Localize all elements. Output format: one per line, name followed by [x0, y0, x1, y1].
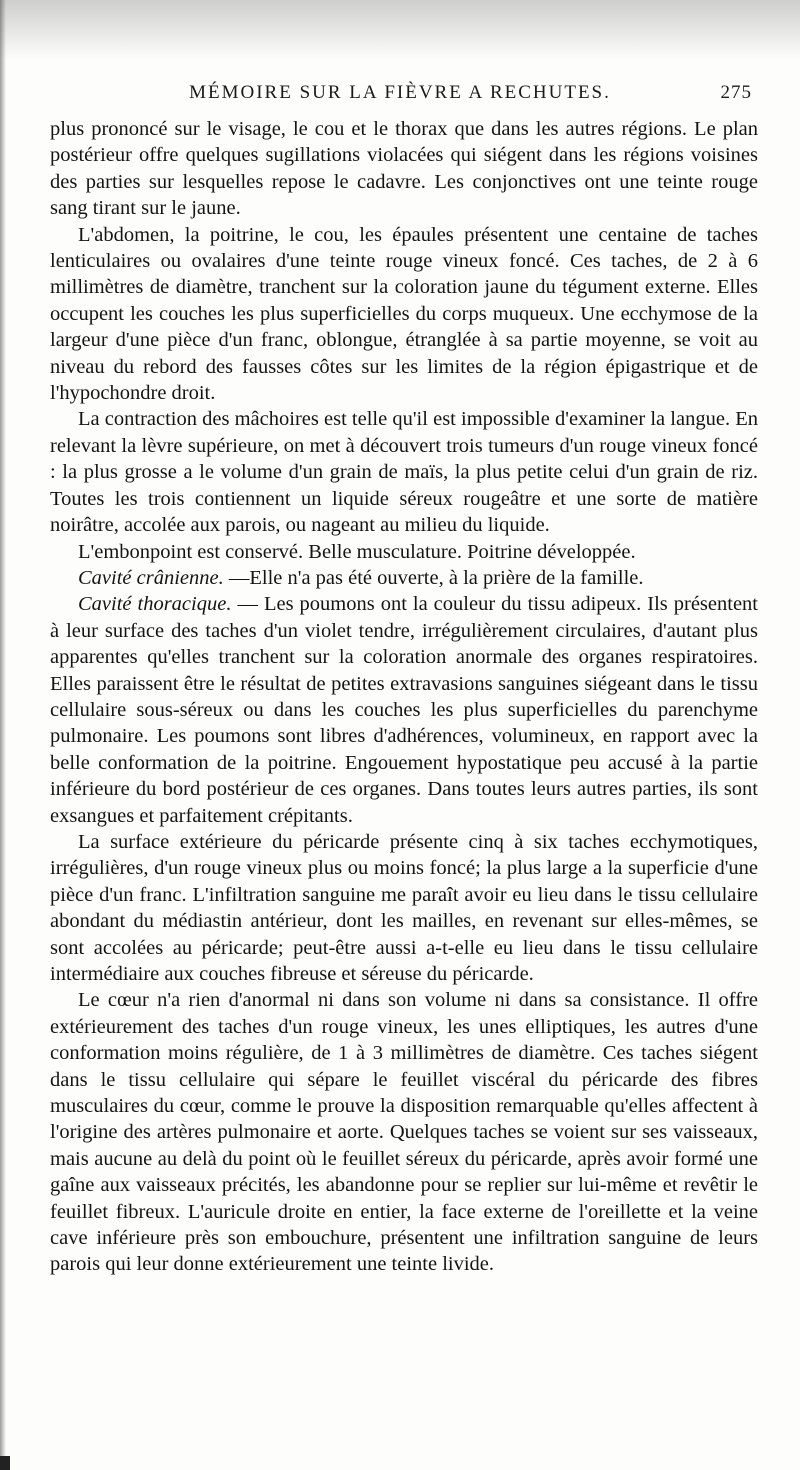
- paragraph-text: La surface extérieure du péricarde présente cinq à six taches ecchymotiques, irrégulières, d'un rouge vineux plus ou moins foncé; la plus large a la superficie d'une pièce d'un franc. L'infiltration sanguine me paraît avoir eu lieu dans le tissu cellulaire abondant du médiastin antérieur, dont les mailles, en revenant sur elles-mêmes, se sont accolées au péricarde; peut-être aussi a-t-elle eu lieu dans le tissu cellulaire intermédiaire aux couches fibreuse et séreuse du péricarde.: [50, 830, 758, 985]
- body-text: [50, 116, 758, 1278]
- paragraph-5-cranial-cavity: [50, 565, 758, 591]
- running-title: MÉMOIRE SUR LA FIÈVRE A RECHUTES.: [189, 82, 611, 103]
- paragraph-4: [50, 539, 758, 565]
- scan-binding-edge: [0, 0, 6, 1470]
- paragraph-text: —Elle n'a pas été ouverte, à la prière de la famille.: [223, 566, 644, 589]
- paragraph-2: [50, 222, 758, 407]
- paragraph-text: L'embonpoint est conservé. Belle musculature. Poitrine développée.: [78, 540, 636, 563]
- paragraph-1: [50, 116, 758, 222]
- paragraph-3: [50, 406, 758, 538]
- paragraph-text: La contraction des mâchoires est telle qu'il est impossible d'examiner la langue. En relevant la lèvre supérieure, on met à découvert trois tumeurs d'un rouge vineux foncé : la plus grosse a le volume d'un grain de maïs, la plus petite celui d'un grain de riz. Toutes les trois contiennent un liquide séreux rougeâtre et une sorte de matière noirâtre, accolée aux parois, ou nageant au milieu du liquide.: [50, 408, 758, 537]
- paragraph-text: Le cœur n'a rien d'anormal ni dans son volume ni dans sa consistance. Il offre extérieurement des taches d'un rouge vineux, les unes elliptiques, les autres d'une conformation moins régulière, de 1 à 3 millimètres de diamètre. Ces taches siégent dans le tissu cellulaire qui sépare le feuillet viscéral du péricarde des fibres musculaires du cœur, comme le prouve la disposition remarquable qu'elles affectent à l'origine des artères pulmonaire et aorte. Quelques taches se voient sur ses vaisseaux, mais aucune au delà du point où le feuillet séreux du péricarde, après avoir formé une gaîne aux vaisseaux précités, les abandonne pour se replier sur lui-même et revêtir le feuillet fibreux. L'auricule droite en entier, la face externe de l'oreillette et la veine cave inférieure près son embouchure, présentent une infiltration sanguine de leurs parois qui leur donne extérieurement une teinte livide.: [50, 989, 758, 1276]
- paragraph-7: [50, 829, 758, 987]
- scan-shadow: [0, 0, 800, 60]
- scan-corner-mark: [0, 1456, 10, 1470]
- page-header: [0, 80, 800, 110]
- page-number: 275: [720, 82, 752, 103]
- paragraph-8: [50, 987, 758, 1277]
- paragraph-text: — Les poumons ont la couleur du tissu adipeux. Ils présentent à leur surface des taches d'un violet tendre, irrégulièrement circulaires, d'autant plus apparentes qu'elles tranchent sur la coloration anormale des organes respiratoires. Elles paraissent être le résultat de petites extravasions sanguines siégeant dans le tissu cellulaire sous-séreux ou dans les couches les plus superficielles du parenchyme pulmonaire. Les poumons sont libres d'adhérences, volumineux, en rapport avec la belle conformation de la poitrine. Engouement hypostatique peu accusé à la partie inférieure du bord postérieur de ces organes. Dans toutes leurs autres parties, ils sont exsangues et parfaitement crépitants.: [50, 593, 758, 827]
- section-lead-thoracic: Cavité thoracique.: [78, 593, 232, 616]
- paragraph-text: plus prononcé sur le visage, le cou et le thorax que dans les autres régions. Le plan postérieur offre quelques sugillations violacées qui siégent dans les régions voisines des parties sur lesquelles repose le cadavre. Les conjonctives ont une teinte rouge sang tirant sur le jaune.: [50, 118, 758, 220]
- paragraph-6-thoracic-cavity: [50, 591, 758, 829]
- section-lead-cranial: Cavité crânienne.: [78, 566, 224, 589]
- paragraph-text: L'abdomen, la poitrine, le cou, les épaules présentent une centaine de taches lenticulaires ou ovalaires d'une teinte rouge vineux foncé. Ces taches, de 2 à 6 millimètres de diamètre, tranchent sur la coloration jaune du tégument externe. Elles occupent les couches les plus superficielles du corps muqueux. Une ecchymose de la largeur d'une pièce d'un franc, oblongue, étranglée à sa partie moyenne, se voit au niveau du rebord des fausses côtes sur les limites de la région épigastrique et de l'hypochondre droit.: [50, 223, 758, 405]
